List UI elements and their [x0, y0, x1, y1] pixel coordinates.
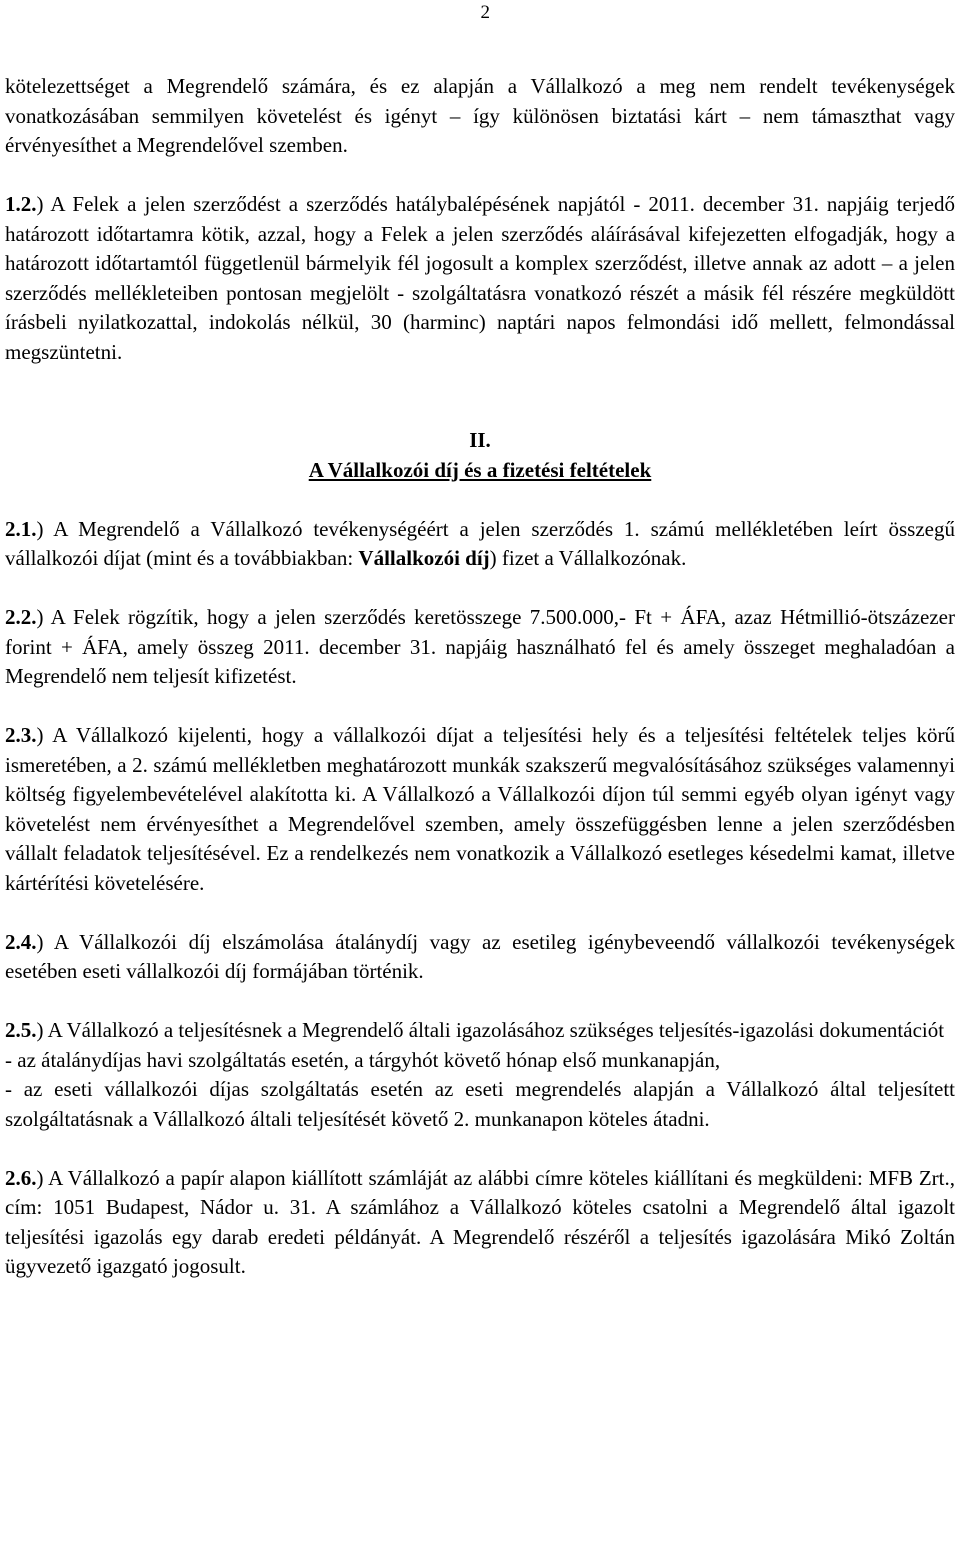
- paragraph-2-2: [5, 603, 955, 692]
- paragraph-2-6: [5, 1164, 955, 1282]
- paragraph-2-3: [5, 721, 955, 898]
- paragraph-text: ) A Vállalkozói díj elszámolása átalánydíj vagy az esetileg igénybeveendő vállalkozói tevékenységek esetében eseti vállalkozói díj formájában történik.: [5, 929, 955, 983]
- intro-paragraph: kötelezettséget a Megrendelő számára, és ez alapján a Vállalkozó a meg nem rendelt tevékenységek vonatkozásában semmilyen követelést és igényt – így különösen biztatási kárt – nem támaszthat vagy érvényesíthet a Megrendelővel szemben.: [5, 74, 955, 157]
- paragraph-number: 2.2.: [5, 605, 37, 629]
- paragraph-text: ) A Felek rögzítik, hogy a jelen szerződés keretösszege 7.500.000,- Ft + ÁFA, azaz Hétmillió-ötszázezer forint + ÁFA, amely összeg 2011. december 31. napjáig használható fel és amely összeget meghaladóan a Megrendelő nem teljesít kifizetést.: [5, 605, 955, 688]
- list-item: - az átalánydíjas havi szolgáltatás esetén, a tárgyhót követő hónap első munkanapján,: [5, 1047, 721, 1072]
- paragraph-2-1: [5, 515, 955, 574]
- paragraph-number: 2.5.: [5, 1018, 37, 1042]
- section-heading: [5, 426, 955, 485]
- defined-term: Vállalkozói díj: [358, 546, 490, 570]
- paragraph-2-5-intro: [5, 1016, 955, 1046]
- paragraph-text: ) A Felek a jelen szerződést a szerződés hatálybalépésének napjától - 2011. december 31. napjáig terjedő határozott időtartamra kötik, azzal, hogy a Felek a jelen szerződés aláírásával kifejezetten elfogadják, hogy a határozott időtartamtól függetlenül bármelyik fél jogosult a komplex szerződést, illetve annak az adott – a jelen szerződés mellékleteiben pontosan megjelölt - szolgáltatásra vonatkozó részét a másik fél részére megküldött írásbeli nyilatkozattal, indokolás nélkül, 30 (harminc) naptári napos felmondási idő mellett, felmondással megszüntetni.: [5, 192, 955, 364]
- paragraph-1-2: [5, 190, 955, 367]
- section-number: II.: [469, 428, 491, 452]
- paragraph-text: ) A Megrendelő a Vállalkozó tevékenységéért a jelen szerződés 1. számú mellékletében leírt összegű vállalkozói díjat (mint és a továbbiakban:: [5, 516, 955, 570]
- paragraph-text: ) A Vállalkozó kijelenti, hogy a vállalkozói díjat a teljesítési hely és a teljesítési feltételek teljes körű ismeretében, a 2. számú mellékletben meghatározott munkák szakszerű megvalósításához szükséges valamennyi költség figyelembevételével alakította ki. A Vállalkozó a Vállalkozói díjon túl semmi egyéb olyan igényt vagy követelést nem érvényesíthet a Megrendelővel szemben, amely összefüggésben lenne a jelen szerződésben vállalt feladatok teljesítésével. Ez a rendelkezés nem vonatkozik a Vállalkozó esetleges késedelmi kamat, illetve kártérítési követelésére.: [5, 723, 955, 895]
- document-body: [5, 72, 955, 1282]
- list-item: - az eseti vállalkozói díjas szolgáltatás esetén az eseti megrendelés alapján a Vállalkozó által teljesített szolgáltatásnak a Vállalkozó általi teljesítését követő 2. munkanapon köteles átadni.: [5, 1077, 955, 1131]
- paragraph-text: ) fizet a Vállalkozónak.: [489, 546, 687, 570]
- paragraph-text: ) A Vállalkozó a teljesítésnek a Megrendelő általi igazolásához szükséges teljesítés-igazolási dokumentációt: [36, 1018, 945, 1042]
- paragraph-2-4: [5, 928, 955, 987]
- section-title: A Vállalkozói díj és a fizetési feltételek: [308, 457, 652, 482]
- paragraph-number: 2.1.: [5, 516, 37, 541]
- paragraph-number: 2.4.: [5, 929, 37, 954]
- paragraph-number: 1.2.: [5, 192, 37, 216]
- paragraph-number: 2.6.: [5, 1165, 37, 1190]
- paragraph-number: 2.3.: [5, 723, 37, 747]
- paragraph-2-5: [5, 1016, 955, 1134]
- paragraph-text: ) A Vállalkozó a papír alapon kiállított számláját az alábbi címre köteles kiállítani és megküldeni: MFB Zrt., cím: 1051 Budapest, Nádor u. 31. A számlához a Vállalkozó köteles csatolni a Megrendelő által igazolt teljesítési igazolás egy darab eredeti példányát. A Megrendelő részéről a teljesítés igazolására Mikó Zoltán ügyvezető igazgató jogosult.: [5, 1165, 955, 1278]
- page-number: 2: [480, 2, 490, 23]
